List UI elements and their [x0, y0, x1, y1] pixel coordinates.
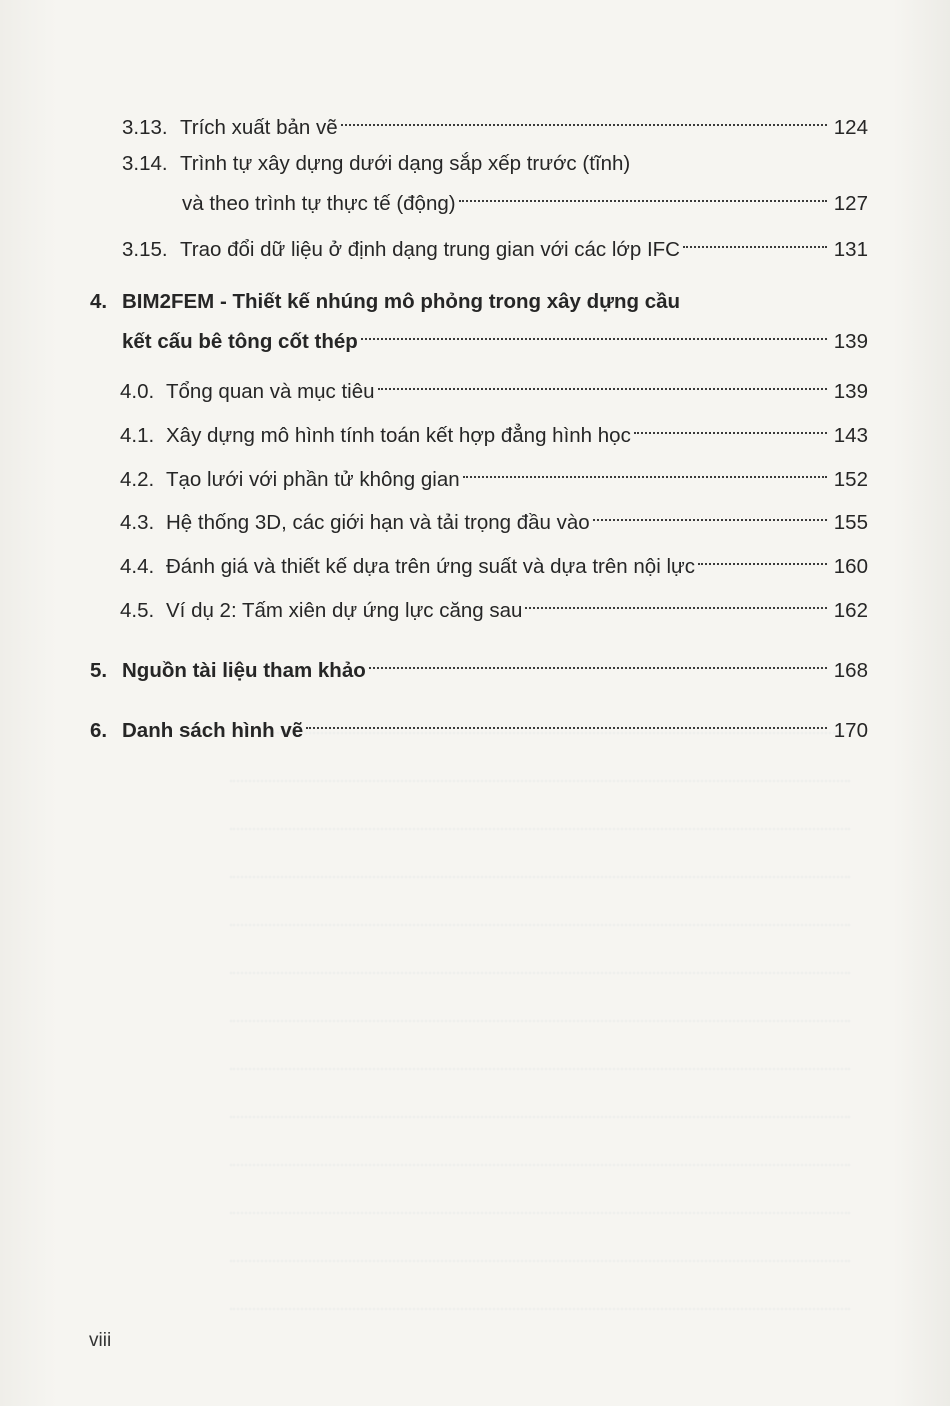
- entry-page: 152: [833, 468, 868, 491]
- entry-page: 168: [833, 659, 868, 682]
- chapter-number: 4.: [90, 290, 108, 313]
- dot-leader: [341, 104, 827, 134]
- chapter-title-line1: BIM2FEM - Thiết kế nhúng mô phỏng trong xây dựng cầu: [122, 290, 681, 313]
- entry-title: Tạo lưới với phần tử không gian: [166, 468, 460, 491]
- dot-leader: [459, 180, 827, 210]
- entry-number: 4.1.: [120, 424, 155, 447]
- entry-number: 3.13.: [122, 116, 168, 139]
- entry-number: 4.0.: [120, 380, 155, 403]
- dot-leader: [698, 543, 827, 573]
- entry-page: 143: [833, 424, 868, 447]
- entry-number: 4.2.: [120, 468, 155, 491]
- entry-title-line2: và theo trình tự thực tế (động): [182, 192, 456, 215]
- entry-title: Xây dựng mô hình tính toán kết hợp đẳng hình học: [166, 424, 631, 447]
- dot-leader: [593, 499, 827, 529]
- entry-title: Trích xuất bản vẽ: [180, 116, 338, 139]
- entry-page: 127: [833, 192, 868, 215]
- entry-number: 4.3.: [120, 511, 155, 534]
- entry-page: 124: [833, 116, 868, 139]
- dot-leader: [306, 707, 827, 737]
- entry-title: Đánh giá và thiết kế dựa trên ứng suất và dựa trên nội lực: [166, 555, 695, 578]
- entry-number: 4.5.: [120, 599, 155, 622]
- dot-leader: [361, 318, 827, 348]
- entry-page: 155: [833, 511, 868, 534]
- dot-leader: [463, 456, 827, 486]
- chapter-title: Danh sách hình vẽ: [122, 719, 304, 742]
- entry-page: 139: [833, 330, 868, 353]
- chapter-number: 5.: [90, 659, 108, 682]
- entry-title: Hệ thống 3D, các giới hạn và tải trọng đầu vào: [166, 511, 590, 534]
- chapter-title-line2: kết cấu bê tông cốt thép: [122, 330, 358, 353]
- entry-title: Ví dụ 2: Tấm xiên dự ứng lực căng sau: [166, 599, 523, 622]
- entry-page: 131: [833, 238, 868, 261]
- page-folio: viii: [89, 1330, 112, 1351]
- entry-title-line1: Trình tự xây dựng dưới dạng sắp xếp trước (tĩnh): [180, 152, 631, 175]
- chapter-title: Nguồn tài liệu tham khảo: [122, 659, 366, 682]
- entry-page: 170: [833, 719, 868, 742]
- dot-leader: [369, 647, 827, 677]
- entry-page: 160: [833, 555, 868, 578]
- show-through-texture: [230, 690, 850, 1310]
- entry-number: 4.4.: [120, 555, 155, 578]
- entry-number: 3.15.: [122, 238, 168, 261]
- dot-leader: [378, 368, 827, 398]
- entry-number: 3.14.: [122, 152, 168, 175]
- dot-leader: [683, 226, 827, 256]
- dot-leader: [525, 587, 827, 617]
- entry-page: 162: [833, 599, 868, 622]
- entry-title: Trao đổi dữ liệu ở định dạng trung gian với các lớp IFC: [180, 238, 680, 261]
- chapter-number: 6.: [90, 719, 108, 742]
- entry-title: Tổng quan và mục tiêu: [166, 380, 375, 403]
- entry-page: 139: [833, 380, 868, 403]
- dot-leader: [634, 412, 827, 442]
